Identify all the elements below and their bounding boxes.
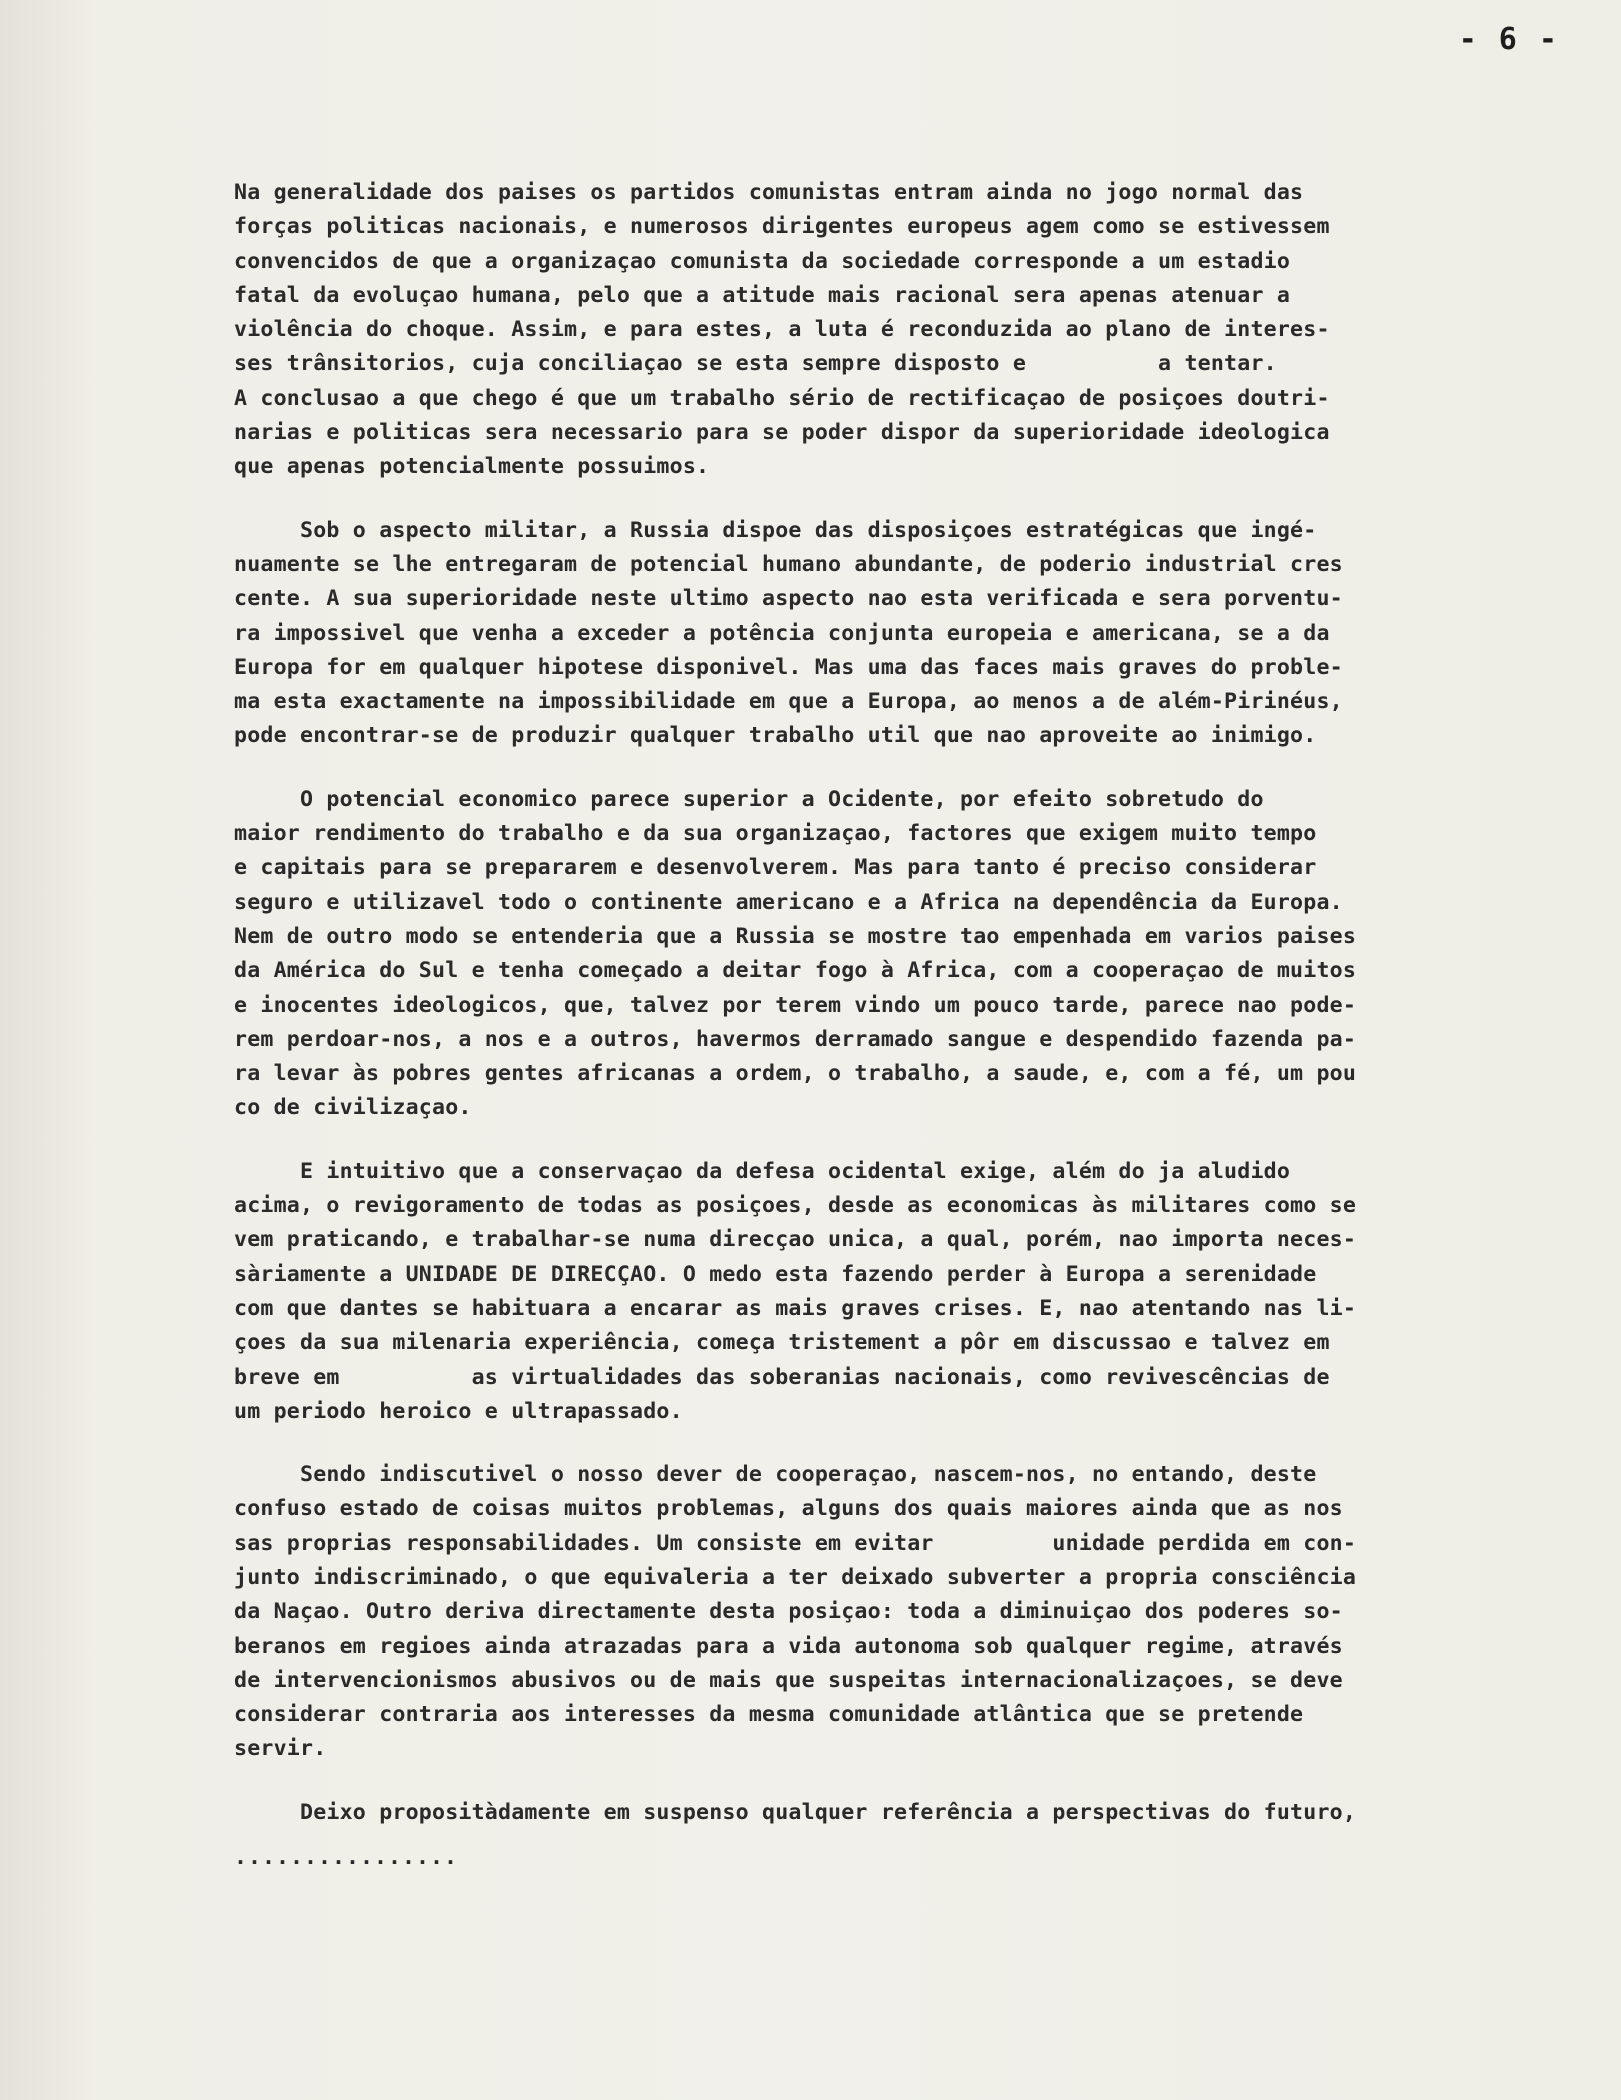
text-line: ses trânsitorios, cuja conciliaçao se esta sempre disposto e a tentar. [234,351,1277,377]
text-line: um periodo heroico e ultrapassado. [234,1398,683,1424]
text-line: Deixo propositàdamente em suspenso qualquer referência a perspectivas do futuro, [234,1799,1357,1825]
text-line: pode encontrar-se de produzir qualquer trabalho util que nao aproveite ao inimigo. [234,723,1317,749]
text-line: narias e politicas sera necessario para se poder dispor da superioridade ideologica [234,420,1330,446]
text-line: breve em as virtualidades das soberanias nacionais, como revivescências de [234,1364,1330,1390]
text-line: junto indiscriminado, o que equivaleria a ter deixado subverter a propria consciência [234,1564,1357,1590]
text-line: Sob o aspecto militar, a Russia dispoe das disposiçoes estratégicas que ingé- [234,517,1317,543]
text-line: beranos em regioes ainda atrazadas para a vida autonoma sob qualquer regime, através [234,1633,1343,1659]
text-line: e capitais para se prepararem e desenvolverem. Mas para tanto é preciso considerar [234,855,1317,881]
text-line: servir. [234,1736,327,1762]
text-line: O potencial economico parece superior a Ocidente, por efeito sobretudo do [234,786,1264,812]
text-line: Nem de outro modo se entenderia que a Russia se mostre tao empenhada em varios paises [234,923,1357,949]
text-line: Sendo indiscutivel o nosso dever de cooperaçao, nascem-nos, no entando, deste [234,1462,1317,1488]
paragraph-6 [234,1796,1599,1830]
paragraph-5 [234,1458,1599,1767]
text-line: acima, o revigoramento de todas as posiçoes, desde as economicas às militares como se [234,1193,1357,1219]
text-line: ra levar às pobres gentes africanas a ordem, o trabalho, a saude, e, com a fé, um pou [234,1061,1357,1087]
text-line: fatal da evoluçao humana, pelo que a atitude mais racional sera apenas atenuar a [234,282,1291,308]
text-line: da América do Sul e tenha começado a deitar fogo à Africa, com a cooperaçao de muitos [234,958,1357,984]
text-line: da Naçao. Outro deriva directamente desta posiçao: toda a diminuiçao dos poderes so- [234,1599,1343,1625]
text-line: ma esta exactamente na impossibilidade em que a Europa, ao menos a de além-Pirinéus, [234,689,1343,715]
paragraph-2 [234,514,1599,754]
text-line: considerar contraria aos interesses da mesma comunidade atlântica que se pretende [234,1702,1304,1728]
text-line: nuamente se lhe entregaram de potencial humano abundante, de poderio industrial cres [234,551,1343,577]
paragraph-1 [234,176,1599,485]
text-line: vem praticando, e trabalhar-se numa direcçao unica, a qual, porém, nao importa neces- [234,1227,1357,1253]
text-line: maior rendimento do trabalho e da sua organizaçao, factores que exigem muito tempo [234,821,1317,847]
text-line: co de civilizaçao. [234,1095,472,1121]
text-line: sàriamente a UNIDADE DE DIRECÇAO. O medo esta fazendo perder à Europa a serenidade [234,1261,1317,1287]
text-line: Europa for em qualquer hipotese disponivel. Mas uma das faces mais graves do proble- [234,654,1343,680]
text-line: seguro e utilizavel todo o continente americano e a Africa na dependência da Europa. [234,889,1343,915]
text-line: Na generalidade dos paises os partidos comunistas entram ainda no jogo normal das [234,180,1304,205]
text-line: e inocentes ideologicos, que, talvez por terem vindo um pouco tarde, parece nao pode- [234,992,1357,1018]
text-line: que apenas potencialmente possuimos. [234,454,710,480]
text-line: convencidos de que a organizaçao comunista da sociedade corresponde a um estadio [234,248,1291,274]
text-line: com que dantes se habituara a encarar as mais graves crises. E, nao atentando nas li- [234,1295,1357,1321]
text-line: rem perdoar-nos, a nos e a outros, havermos derramado sangue e despendido fazenda pa- [234,1026,1357,1052]
text-line: de intervencionismos abusivos ou de mais que suspeitas internacionalizaçoes, se deve [234,1667,1343,1693]
text-line: E intuitivo que a conservaçao da defesa ocidental exige, além do ja aludido [234,1158,1291,1184]
page-number: - 6 - [1458,22,1559,57]
text-line: ra impossivel que venha a exceder a potência conjunta europeia e americana, se a da [234,620,1330,646]
text-line: confuso estado de coisas muitos problemas, alguns dos quais maiores ainda que as nos [234,1496,1343,1522]
text-line: violência do choque. Assim, e para estes, a luta é reconduzida ao plano de interes- [234,317,1330,343]
body-text [234,176,1599,1875]
text-line: A conclusao a que chego é que um trabalho sério de rectificaçao de posiçoes doutri- [234,385,1330,411]
text-line: çoes da sua milenaria experiência, começa tristement a pôr em discussao e talvez em [234,1330,1330,1356]
paragraph-4 [234,1155,1599,1429]
text-line: forças politicas nacionais, e numerosos dirigentes europeus agem como se estivessem [234,214,1330,240]
trailing-dots: ................ [234,1845,459,1871]
text-line: sas proprias responsabilidades. Um consiste em evitar unidade perdida em con- [234,1530,1357,1556]
text-line: cente. A sua superioridade neste ultimo aspecto nao esta verificada e sera porventu- [234,586,1343,612]
paragraph-3 [234,783,1599,1126]
